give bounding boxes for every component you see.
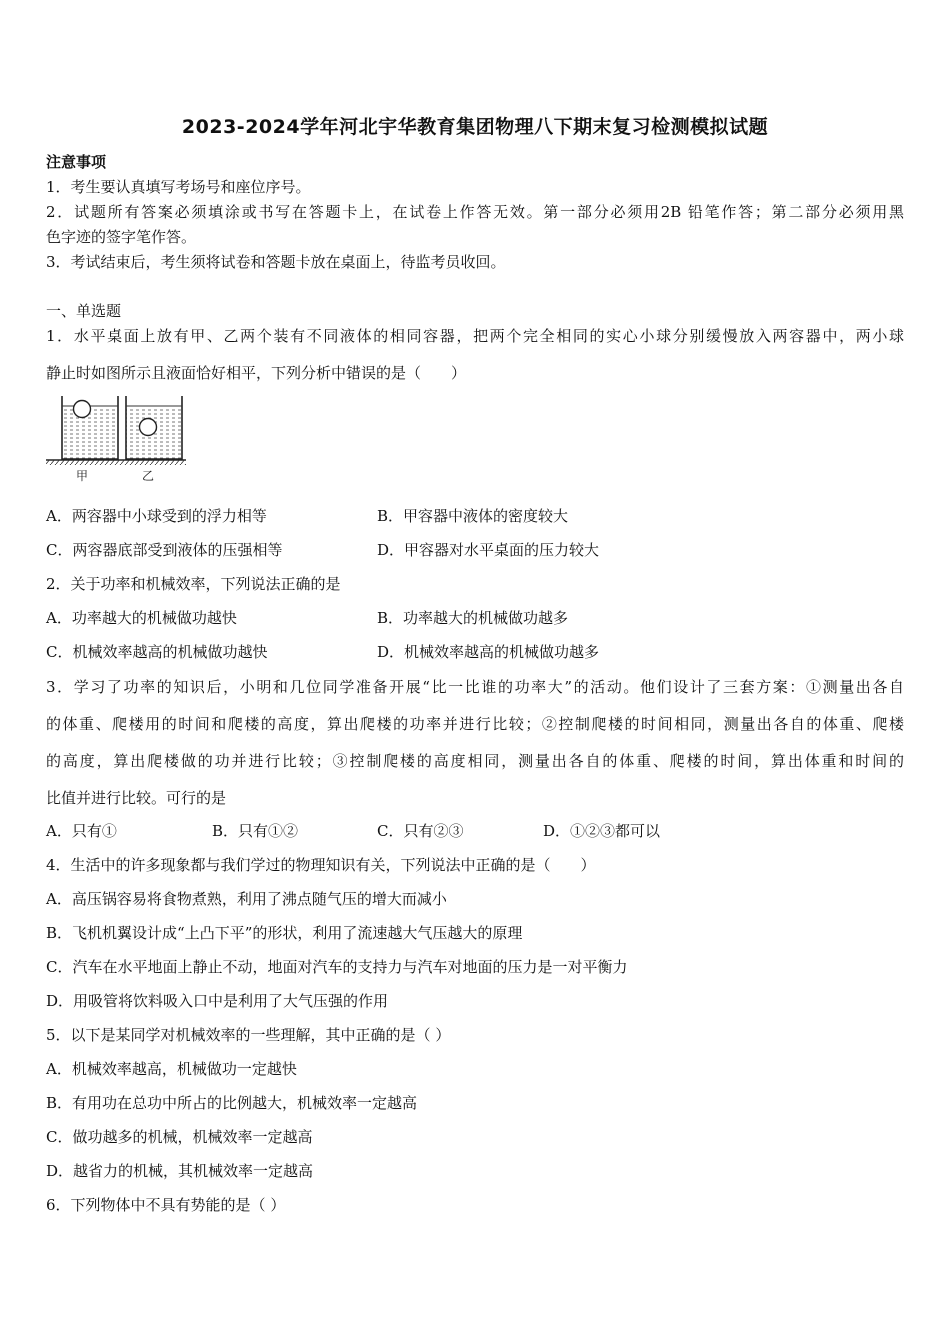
q3-stem-line: 的高度，算出爬楼做的功并进行比较；③控制爬楼的高度相同，测量出各自的体重、爬楼的时间，算出体重和时间的 xyxy=(46,752,904,770)
notice-heading: 注意事项 xyxy=(46,153,107,171)
fig-label-a: 甲 xyxy=(75,469,89,483)
q3-stem-line: 3．学习了功率的知识后，小明和几位同学准备开展“比一比谁的功率大”的活动。他们设计了三套方案：①测量出各自 xyxy=(46,678,904,696)
q5-option-b: B．有用功在总功中所占的比例越大，机械效率一定越高 xyxy=(46,1094,418,1112)
q4-option-c: C．汽车在水平地面上静止不动，地面对汽车的支持力与汽车对地面的压力是一对平衡力 xyxy=(46,958,628,976)
q5-stem: 5．以下是某同学对机械效率的一些理解，其中正确的是（ ） xyxy=(46,1026,451,1044)
q1-option-b: B．甲容器中液体的密度较大 xyxy=(377,507,569,525)
notice-item: 1．考生要认真填写考场号和座位序号。 xyxy=(46,178,311,196)
q3-option-d: D．①②③都可以 xyxy=(543,822,661,840)
notice-item: 2．试题所有答案必须填涂或书写在答题卡上，在试卷上作答无效。第一部分必须用2B 铅笔作答；第二部分必须用黑 xyxy=(46,203,904,221)
q3-option-b: B．只有①② xyxy=(212,822,299,840)
q4-option-b: B．飞机机翼设计成“上凸下平”的形状，利用了流速越大气压越大的原理 xyxy=(46,924,523,942)
ground-hatch xyxy=(46,460,186,465)
q4-option-d: D．用吸管将饮料吸入口中是利用了大气压强的作用 xyxy=(46,992,389,1010)
notice-item: 色字迹的签字笔作答。 xyxy=(46,228,197,246)
q1-stem-line: 1．水平桌面上放有甲、乙两个装有不同液体的相同容器，把两个完全相同的实心小球分别缓慢放入两容器中，两小球 xyxy=(46,327,904,345)
ball-a xyxy=(74,401,91,418)
q1-option-c: C．两容器底部受到液体的压强相等 xyxy=(46,541,283,559)
page-title: 2023-2024学年河北宇华教育集团物理八下期末复习检测模拟试题 xyxy=(181,116,769,138)
q3-option-c: C．只有②③ xyxy=(377,822,464,840)
section-heading: 一、单选题 xyxy=(46,302,122,320)
q3-option-a: A．只有① xyxy=(46,822,117,840)
q1-option-d: D．甲容器对水平桌面的压力较大 xyxy=(377,541,600,559)
q3-stem-line: 比值并进行比较。可行的是 xyxy=(46,789,227,807)
q2-stem: 2．关于功率和机械效率，下列说法正确的是 xyxy=(46,575,341,593)
q5-option-a: A．机械效率越高，机械做功一定越快 xyxy=(46,1060,297,1078)
q6-stem: 6．下列物体中不具有势能的是（ ） xyxy=(46,1196,286,1214)
liquid-a xyxy=(62,406,118,459)
q4-option-a: A．高压锅容易将食物煮熟，利用了沸点随气压的增大而减小 xyxy=(46,890,447,908)
q1-option-a: A．两容器中小球受到的浮力相等 xyxy=(46,507,267,525)
containers-diagram xyxy=(46,392,186,484)
q5-option-c: C．做功越多的机械，机械效率一定越高 xyxy=(46,1128,313,1146)
q1-figure xyxy=(46,392,186,488)
fig-label-b: 乙 xyxy=(141,469,155,483)
ball-b xyxy=(140,419,157,436)
q4-stem: 4．生活中的许多现象都与我们学过的物理知识有关，下列说法中正确的是（ ） xyxy=(46,856,596,874)
q2-option-c: C．机械效率越高的机械做功越快 xyxy=(46,643,268,661)
notice-item: 3．考试结束后，考生须将试卷和答题卡放在桌面上，待监考员收回。 xyxy=(46,253,506,271)
q2-option-d: D．机械效率越高的机械做功越多 xyxy=(377,643,600,661)
q2-option-a: A．功率越大的机械做功越快 xyxy=(46,609,237,627)
q1-stem-line: 静止时如图所示且液面恰好相平，下列分析中错误的是（ ） xyxy=(46,364,467,382)
q5-option-d: D．越省力的机械，其机械效率一定越高 xyxy=(46,1162,314,1180)
q2-option-b: B．功率越大的机械做功越多 xyxy=(377,609,569,627)
q3-stem-line: 的体重、爬楼用的时间和爬楼的高度，算出爬楼的功率并进行比较；②控制爬楼的时间相同，测量出各自的体重、爬楼 xyxy=(46,715,904,733)
